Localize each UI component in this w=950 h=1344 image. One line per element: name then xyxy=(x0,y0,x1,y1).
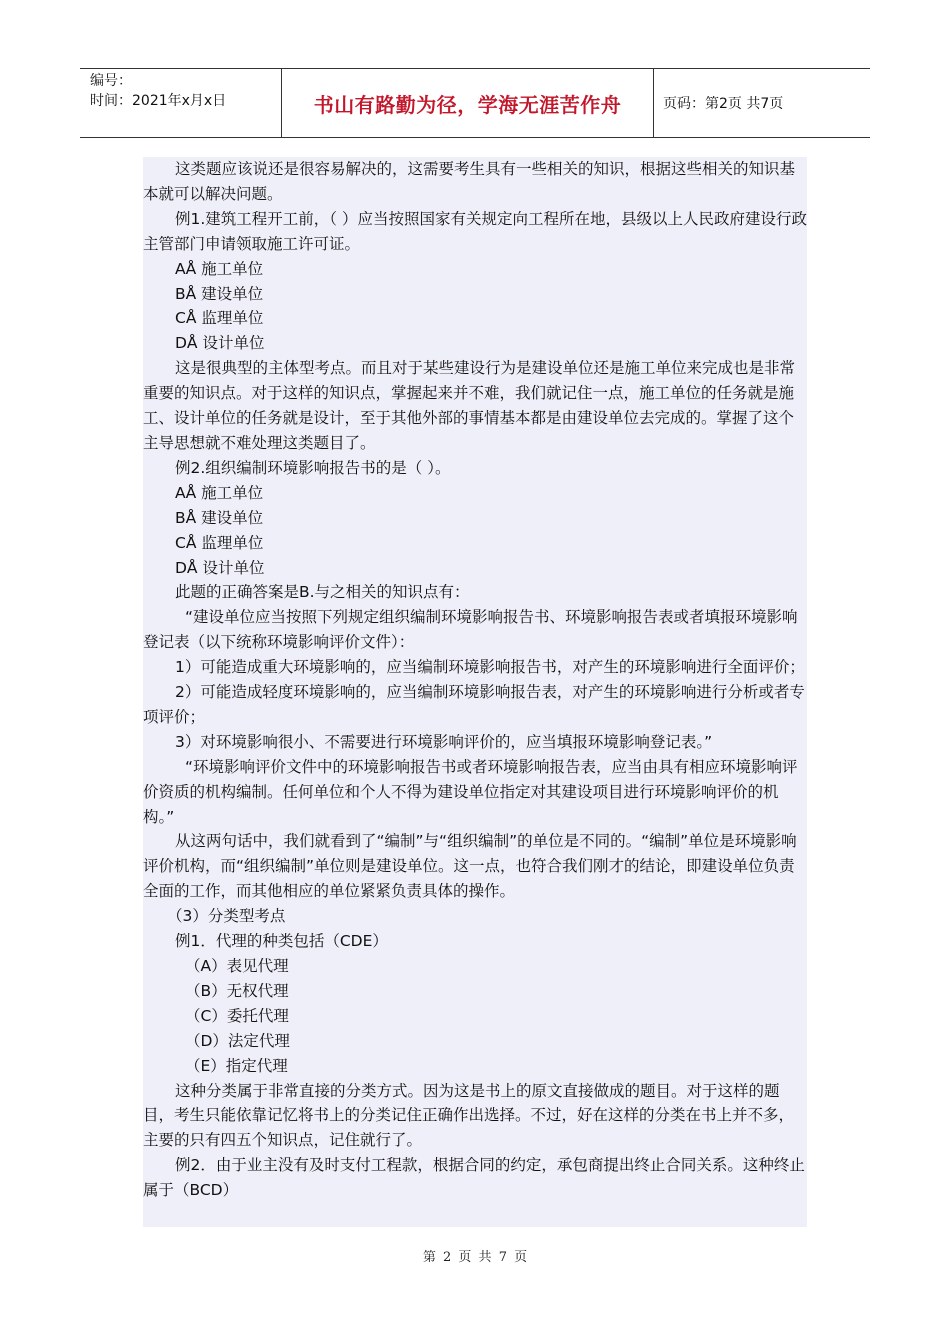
header-motto: 书山有路勤为径，学海无涯苦作舟 xyxy=(282,69,654,137)
option-line: AÅ 施工单位 xyxy=(175,259,264,278)
page-footer: 第 2 页 共 7 页 xyxy=(422,1250,528,1265)
document-body xyxy=(143,157,807,1227)
paragraph: 例2.组织编制环境影响报告书的是（ ）。 xyxy=(175,458,451,477)
header-meta xyxy=(80,69,282,137)
option-line: CÅ 监理单位 xyxy=(175,309,264,328)
paragraph: 这是很典型的主体型考点。而且对于某些建设行为是建设单位还是施工单位来完成也是非常重要的知识点。对于这样的知识点，掌握起来并不难，我们就记住一点，施工单位的任务就是施工、设计单位的任务就是设计，至于其他外部的事情基本都是由建设单位去完成的。掌握了这个主导思想就不难处理这类题目了。 xyxy=(143,359,796,452)
option-line: CÅ 监理单位 xyxy=(175,533,264,552)
option-line: （E）指定代理 xyxy=(185,1056,288,1075)
time-label: 时间：2021年x月x日 xyxy=(90,93,227,109)
option-line: （A）表见代理 xyxy=(185,957,289,975)
option-line: AÅ 施工单位 xyxy=(175,483,264,502)
quote-paragraph: “建设单位应当按照下列规定组织编制环境影响报告书、环境影响报告表或者填报环境影响登记表（以下统称环境影响评价文件）： xyxy=(143,608,798,652)
paragraph: 此题的正确答案是B.与之相关的知识点有： xyxy=(175,583,470,602)
option-line: BÅ 建设单位 xyxy=(175,284,264,303)
paragraph: 例1．代理的种类包括（CDE） xyxy=(175,932,388,951)
list-item: 3）对环境影响很小、不需要进行环境影响评价的，应当填报环境影响登记表。” xyxy=(175,732,713,751)
quote-paragraph: “环境影响评价文件中的环境影响报告书或者环境影响报告表，应当由具有相应环境影响评价资质的机构编制。任何单位和个人不得为建设单位指定对其建设项目进行环境影响评价的机构。” xyxy=(143,757,798,826)
serial-label: 编号： xyxy=(90,73,132,89)
option-line: DÅ 设计单位 xyxy=(175,558,265,577)
option-line: BÅ 建设单位 xyxy=(175,508,264,527)
list-item: 2）可能造成轻度环境影响的，应当编制环境影响报告表，对产生的环境影响进行分析或者专项评价； xyxy=(143,683,805,726)
page-header xyxy=(80,68,870,138)
option-line: （B）无权代理 xyxy=(185,981,289,1000)
paragraph: 例2．由于业主没有及时支付工程款，根据合同的约定，承包商提出终止合同关系。这种终止属于（BCD） xyxy=(143,1156,805,1200)
paragraph: 从这两句话中，我们就看到了“编制”与“组织编制”的单位是不同的。“编制”单位是环境影响评价机构，而“组织编制”单位则是建设单位。这一点，也符合我们刚才的结论，即建设单位负责全面的工作，而其他相应的单位紧紧负责具体的操作。 xyxy=(143,832,797,901)
list-item: 1）可能造成重大环境影响的，应当编制环境影响报告书，对产生的环境影响进行全面评价； xyxy=(175,658,805,677)
option-line: （D）法定代理 xyxy=(185,1031,290,1050)
paragraph: 例1.建筑工程开工前，（ ）应当按照国家有关规定向工程所在地，县级以上人民政府建设行政主管部门申请领取施工许可证。 xyxy=(143,209,807,253)
paragraph: 这种分类属于非常直接的分类方式。因为这是书上的原文直接做成的题目。对于这样的题目，考生只能依靠记忆将书上的分类记住正确作出选择。不过，好在这样的分类在书上并不多，主要的只有四五个知识点，记住就行了。 xyxy=(143,1081,795,1150)
paragraph: 这类题应该说还是很容易解决的，这需要考生具有一些相关的知识，根据这些相关的知识基本就可以解决问题。 xyxy=(143,160,796,203)
option-line: DÅ 设计单位 xyxy=(175,334,265,353)
header-page-info: 页码：第2页 共7页 xyxy=(663,96,784,112)
section-heading: （3）分类型考点 xyxy=(167,907,286,926)
option-line: （C）委托代理 xyxy=(185,1006,289,1025)
